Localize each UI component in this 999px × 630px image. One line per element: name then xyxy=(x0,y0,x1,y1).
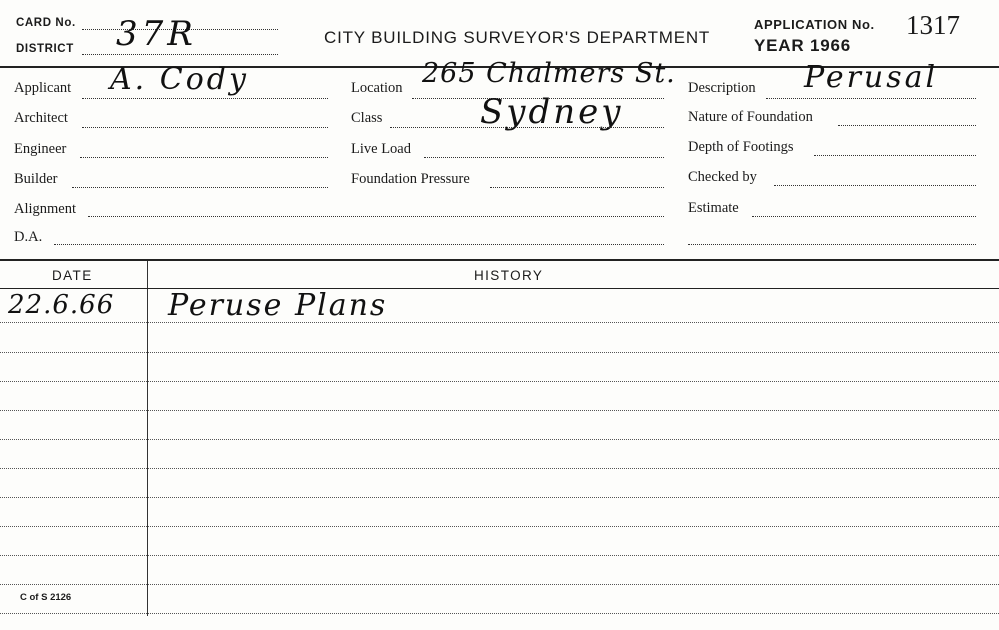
ruled-line xyxy=(0,439,999,440)
description-value: Perusal xyxy=(804,60,939,95)
alignment-line xyxy=(88,216,664,217)
district-dotted-line xyxy=(82,54,278,55)
depth-of-footings-line xyxy=(814,155,976,156)
department-title: CITY BUILDING SURVEYOR'S DEPARTMENT xyxy=(324,28,711,47)
da-label: D.A. xyxy=(14,229,43,245)
district-label: DISTRICT xyxy=(16,43,74,55)
ruled-line xyxy=(0,352,999,353)
architect-label: Architect xyxy=(14,110,68,126)
card-no-label: CARD No. xyxy=(16,17,76,29)
date-header: DATE xyxy=(52,268,93,283)
history-top-border xyxy=(0,259,999,261)
history-entry-date: 22.6.66 xyxy=(8,290,115,320)
ruled-line xyxy=(0,584,999,585)
applicant-value: A. Cody xyxy=(110,62,249,97)
foundation-pressure-line xyxy=(490,187,664,188)
architect-line xyxy=(82,127,328,128)
ruled-line xyxy=(0,410,999,411)
estimate-label: Estimate xyxy=(688,200,739,216)
location-label: Location xyxy=(351,80,403,96)
history-entry-text: Peruse Plans xyxy=(168,288,388,323)
estimate-line xyxy=(752,216,976,217)
alignment-label: Alignment xyxy=(14,201,77,217)
ruled-line xyxy=(0,497,999,498)
history-header-border xyxy=(0,288,999,289)
ruled-line xyxy=(0,322,999,323)
engineer-label: Engineer xyxy=(14,141,67,157)
ruled-line xyxy=(0,468,999,469)
class-line xyxy=(390,127,664,128)
builder-line xyxy=(72,187,328,188)
class-label: Class xyxy=(351,110,383,126)
card-no-value: 37R xyxy=(116,14,197,54)
applicant-label: Applicant xyxy=(14,80,72,96)
builder-label: Builder xyxy=(14,171,58,187)
history-header: HISTORY xyxy=(474,268,544,283)
ruled-line xyxy=(0,381,999,382)
nature-of-foundation-line xyxy=(838,125,976,126)
application-no-label: APPLICATION No. xyxy=(754,17,875,32)
description-line xyxy=(766,98,976,99)
extra-line-right xyxy=(688,244,976,245)
applicant-line xyxy=(82,98,328,99)
checked-by-label: Checked by xyxy=(688,169,757,185)
ruled-line xyxy=(0,526,999,527)
application-no-value: 1317 xyxy=(906,10,960,40)
live-load-line xyxy=(424,157,664,158)
checked-by-line xyxy=(774,185,976,186)
ruled-line xyxy=(0,613,999,614)
location-value-line2: Sydney xyxy=(480,92,624,132)
engineer-line xyxy=(80,157,328,158)
ruled-line xyxy=(0,555,999,556)
foundation-pressure-label: Foundation Pressure xyxy=(351,171,470,187)
da-line xyxy=(54,244,664,245)
year-label: YEAR 1966 xyxy=(754,36,851,55)
live-load-label: Live Load xyxy=(351,141,411,157)
form-code: C of S 2126 xyxy=(20,592,72,603)
nature-of-foundation-label: Nature of Foundation xyxy=(688,109,813,125)
location-value: 265 Chalmers St. xyxy=(422,58,676,89)
depth-of-footings-label: Depth of Footings xyxy=(688,139,794,155)
description-label: Description xyxy=(688,80,756,96)
